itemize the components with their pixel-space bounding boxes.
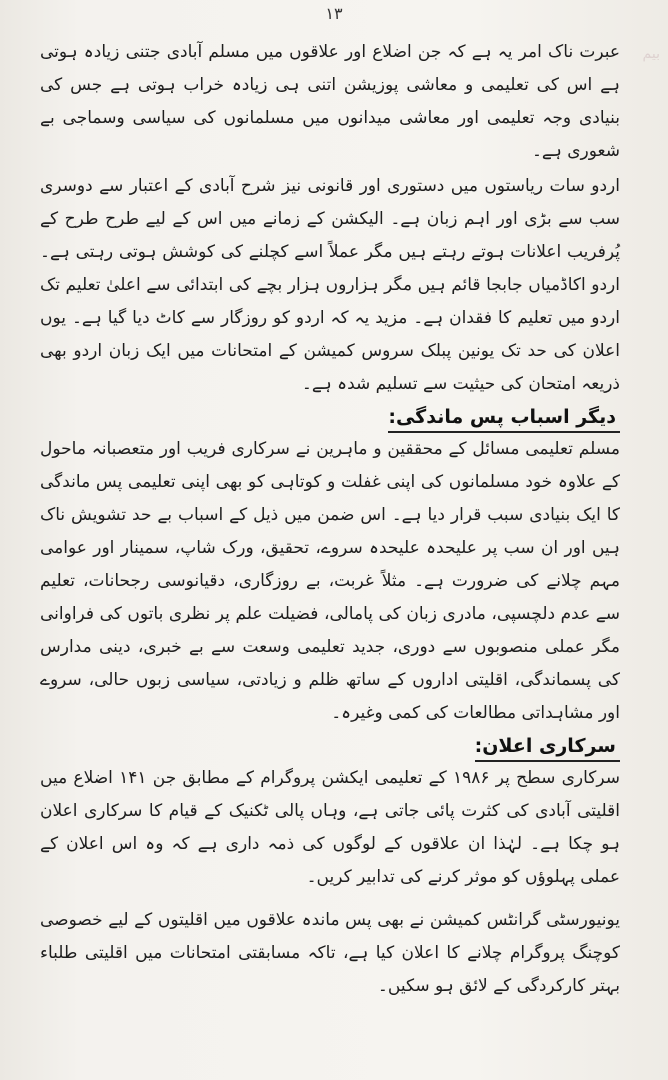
paragraph-government-announcement: سرکاری سطح پر ۱۹۸۶ کے تعلیمی ایکشن پروگرام کے مطابق جن ۱۴۱ اضلاع میں اقلیتی آبادی کی کثرت پائی جاتی ہے، وہاں پالی ٹکنیک کے قیام کا سرکاری اعلان ہو چکا ہے۔ لہٰذا ان علاقوں کے لوگوں کی ذمہ داری ہے کہ وہ اس اعلان کے عملی پہلوؤں کو موثر کرنے کی تدابیر کریں۔ bbox=[40, 768, 620, 887]
paragraph-ugc-coaching: یونیورسٹی گرانٹس کمیشن نے بھی پس ماندہ علاقوں میں اقلیتوں کے لیے خصوصی کوچنگ پروگرام چلانے کا اعلان کیا ہے، تاکہ مسابقتی امتحانات میں اقلیتی طلباء بہتر کارکردگی کے لائق ہو سکیں۔ bbox=[40, 910, 620, 996]
corner-watermark: بیم bbox=[642, 46, 660, 62]
paragraph-other-reasons: مسلم تعلیمی مسائل کے محققین و ماہرین نے سرکاری فریب اور متعصبانہ ماحول کے علاوہ خود مسلمانوں کی اپنی غفلت و کوتاہی کو بھی اپنی تعلیمی پس ماندگی کا ایک بنیادی سبب قرار دیا ہے۔ اس ضمن میں ذیل کے اسباب بے حد تشویش ناک ہیں اور ان سب پر علیحدہ علیحدہ سروے، تحقیق، ورک شاپ، سمینار اور عوامی مہم چلانے کی ضرورت ہے۔ مثلاً غربت، بے روزگاری، دقیانوسی رجحانات، تعلیم سے عدم دلچسپی، مادری زبان کی پامالی، فضیلت علم پر نظری باتوں کی فراوانی مگر عملی منصوبوں سے دوری، جدید تعلیمی وسعت سے بے خبری، دینی مدارس کی پسماندگی، اقلیتی اداروں کے ساتھ ظلم و زیادتی، سیاسی زبوں حالی، سروے اور مشاہداتی مطالعات کی کمی وغیرہ۔ bbox=[40, 439, 620, 723]
paragraph-urdu-language: اردو سات ریاستوں میں دستوری اور قانونی نیز شرح آبادی کے اعتبار سے دوسری سب سے بڑی اور اہم زبان ہے۔ الیکشن کے زمانے میں اس کے لیے طرح طرح کے پُرفریب اعلانات ہوتے رہتے ہیں مگر عملاً اسے کچلنے کی کوشش ہوتی رہتی ہے۔ اردو اکاڈمیاں جابجا قائم ہیں مگر ہزاروں ہزار بچے کی ابتدائی سے اعلیٰ تعلیم تک اردو میں تعلیم کا فقدان ہے۔ مزید یہ کہ اردو کو روزگار سے کاٹ دیا گیا ہے۔ یوں اعلان کی حد تک یونین پبلک سروس کمیشن کے امتحانات میں ایک زبان اردو بھی ذریعہ امتحان کی حیثیت سے تسلیم شدہ ہے۔ bbox=[40, 176, 620, 394]
heading-government-announcement: سرکاری اعلان: bbox=[475, 732, 620, 762]
page-number: ۱۳ bbox=[325, 4, 343, 23]
section-other-reasons bbox=[40, 403, 620, 433]
paragraph-muslim-population: عبرت ناک امر یہ ہے کہ جن اضلاع اور علاقوں میں مسلم آبادی جتنی زیادہ ہوتی ہے اس کی تعلیمی و معاشی پوزیشن اتنی ہی زیادہ خراب ہوتی ہے جس کی بنیادی وجہ تعلیمی اور معاشی میدانوں میں مسلمانوں کی سیاسی وسماجی بے شعوری ہے۔ bbox=[40, 42, 620, 161]
page-body bbox=[40, 36, 620, 1005]
heading-other-reasons: دیگر اسباب پس ماندگی: bbox=[388, 403, 620, 433]
section-government-announcement bbox=[40, 732, 620, 762]
